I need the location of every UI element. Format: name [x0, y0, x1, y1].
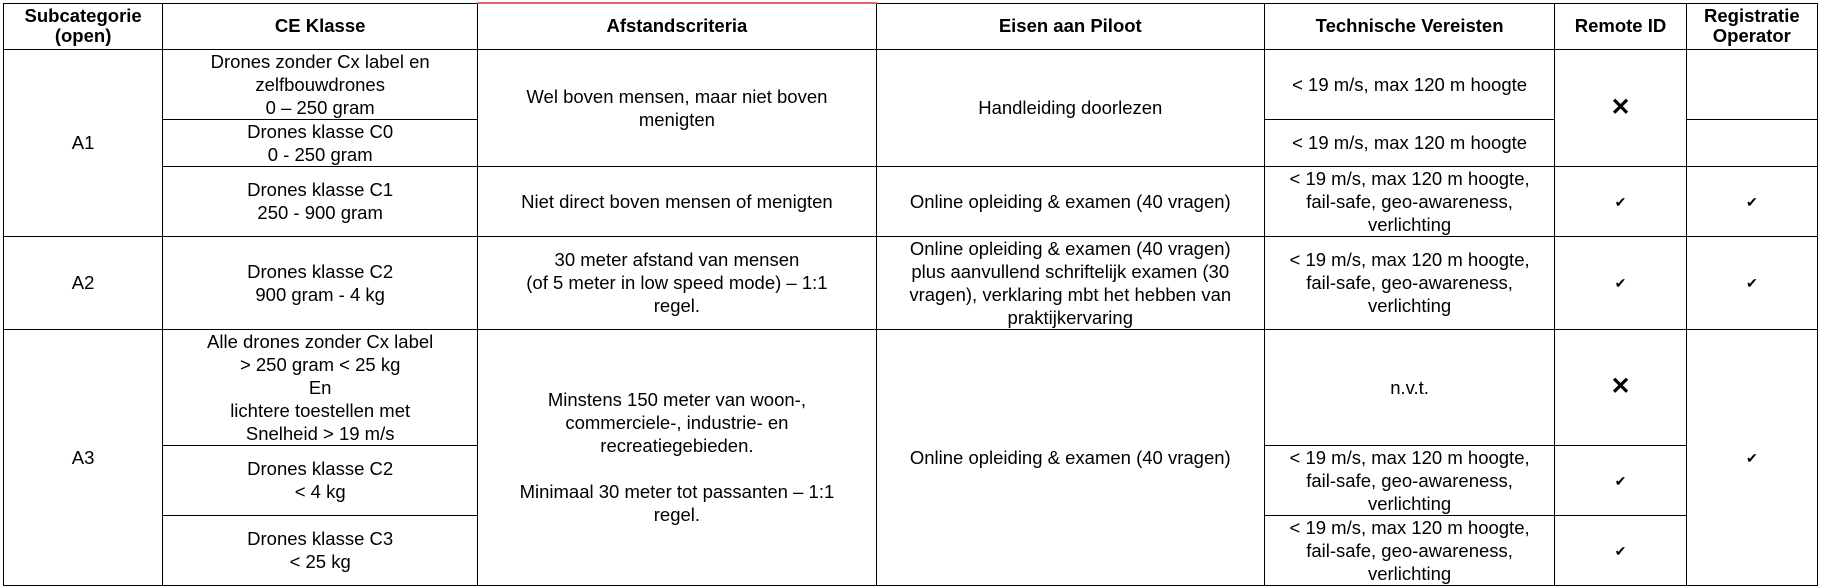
ce-class-line: Drones klasse C2: [247, 260, 394, 282]
ce-class-line: 0 - 250 gram: [267, 143, 373, 165]
technical-cell: [1264, 236, 1555, 329]
remote-id-cell: [1555, 236, 1686, 329]
distance-line: Minstens 150 meter van woon-,: [547, 389, 806, 410]
check-icon: ✔: [1745, 193, 1758, 210]
ce-class-cell: [163, 119, 478, 166]
ce-class-line: Drones klasse C0: [247, 120, 394, 142]
ce-class-line: Drones klasse C1: [247, 179, 394, 200]
cross-icon: ✕: [1610, 93, 1631, 121]
registration-cell: [1686, 236, 1817, 329]
distance-line: menigten: [638, 108, 715, 130]
distance-cell: [478, 329, 877, 585]
header-operator-registration: Registratie Operator: [1686, 3, 1817, 49]
pilot-cell: [876, 236, 1264, 329]
remote-id-cell: [1555, 445, 1686, 515]
header-subcategory: Subcategorie (open): [4, 3, 163, 49]
ce-class-line: 0 – 250 gram: [265, 96, 375, 118]
ce-class-cell: [163, 166, 478, 236]
remote-id-cell: [1555, 329, 1686, 445]
ce-class-line: Snelheid > 19 m/s: [245, 422, 395, 444]
distance-line: commerciele-, industrie- en: [565, 412, 789, 433]
technical-line: fail-safe, geo-awareness,: [1306, 469, 1513, 491]
technical-line: < 19 m/s, max 120 m hoogte,: [1289, 249, 1530, 270]
header-pilot-requirements: Eisen aan Piloot: [876, 3, 1264, 49]
registration-cell: [1686, 329, 1817, 585]
ce-class-line: > 250 gram < 25 kg: [239, 353, 401, 375]
technical-line: < 19 m/s, max 120 m hoogte,: [1289, 167, 1530, 189]
technical-cell: [1264, 515, 1555, 585]
ce-class-line: < 4 kg: [294, 481, 346, 502]
ce-class-line: Drones klasse C3: [247, 528, 394, 549]
header-remote-id: Remote ID: [1555, 3, 1686, 49]
technical-cell: < 19 m/s, max 120 m hoogte: [1264, 49, 1555, 119]
subcategory-cell-a1: A1: [4, 49, 163, 236]
check-icon: ✔: [1614, 472, 1627, 489]
pilot-line: vragen), verklaring mbt het hebben van: [909, 283, 1232, 305]
distance-line: regel.: [653, 295, 701, 316]
distance-cell: [478, 49, 877, 166]
check-icon: ✔: [1614, 542, 1627, 559]
technical-cell: [1264, 166, 1555, 236]
distance-line: Minimaal 30 meter tot passanten – 1:1: [519, 481, 835, 502]
check-icon: ✔: [1614, 275, 1627, 291]
header-distance-criteria: Afstandscriteria: [478, 3, 877, 49]
technical-cell: [1264, 445, 1555, 515]
technical-line: fail-safe, geo-awareness,: [1306, 539, 1513, 561]
ce-class-cell: [163, 236, 478, 329]
remote-id-cell: [1555, 515, 1686, 585]
ce-class-line: 900 gram - 4 kg: [255, 283, 385, 305]
technical-cell: n.v.t.: [1264, 329, 1555, 445]
technical-line: verlichting: [1367, 562, 1452, 584]
remote-id-cell: [1555, 166, 1686, 236]
header-row: [4, 3, 1818, 49]
header-ce-class: CE Klasse: [163, 3, 478, 49]
ce-class-cell: [163, 329, 478, 445]
ce-class-line: lichtere toestellen met: [230, 399, 411, 421]
pilot-cell: Online opleiding & examen (40 vragen): [876, 329, 1264, 585]
technical-line: < 19 m/s, max 120 m hoogte,: [1289, 446, 1530, 468]
distance-line: 30 meter afstand van mensen: [554, 249, 800, 270]
remote-id-cell: [1555, 49, 1686, 166]
ce-class-line: Alle drones zonder Cx label: [207, 330, 434, 352]
distance-line: Wel boven mensen, maar niet boven: [526, 85, 828, 107]
technical-cell: < 19 m/s, max 120 m hoogte: [1264, 119, 1555, 166]
table-row: [4, 236, 1818, 329]
registration-cell: [1686, 119, 1817, 166]
drone-categories-table: [3, 2, 1818, 586]
technical-line: verlichting: [1367, 213, 1452, 235]
check-icon: ✔: [1745, 449, 1758, 466]
table-row: [4, 166, 1818, 236]
technical-line: fail-safe, geo-awareness,: [1306, 190, 1513, 212]
ce-class-line: < 25 kg: [289, 551, 351, 572]
paragraph-gap: [482, 457, 872, 480]
registration-cell: [1686, 166, 1817, 236]
ce-class-line: En: [308, 376, 332, 398]
table-row: [4, 329, 1818, 445]
distance-line: regel.: [653, 504, 701, 525]
pilot-line: praktijkervaring: [1007, 306, 1133, 328]
technical-line: fail-safe, geo-awareness,: [1306, 272, 1513, 293]
technical-line: verlichting: [1367, 492, 1452, 514]
pilot-cell: Online opleiding & examen (40 vragen): [876, 166, 1264, 236]
cross-icon: ✕: [1610, 373, 1631, 400]
ce-class-line: zelfbouwdrones: [255, 73, 385, 95]
subcategory-cell-a2: A2: [4, 236, 163, 329]
ce-class-cell: [163, 49, 478, 119]
check-icon: ✔: [1745, 275, 1758, 291]
header-technical-requirements: Technische Vereisten: [1264, 3, 1555, 49]
ce-class-line: Drones klasse C2: [247, 458, 394, 479]
table-row: [4, 49, 1818, 119]
ce-class-line: 250 - 900 gram: [257, 202, 383, 223]
distance-cell: Niet direct boven mensen of menigten: [478, 166, 877, 236]
pilot-line: Online opleiding & examen (40 vragen): [909, 237, 1231, 259]
pilot-cell: Handleiding doorlezen: [876, 49, 1264, 166]
distance-line: (of 5 meter in low speed mode) – 1:1: [526, 272, 828, 293]
technical-line: < 19 m/s, max 120 m hoogte,: [1289, 516, 1530, 538]
pilot-line: plus aanvullend schriftelijk examen (30: [911, 260, 1230, 282]
distance-line: recreatiegebieden.: [600, 435, 754, 456]
registration-cell: [1686, 49, 1817, 119]
distance-cell: [478, 236, 877, 329]
ce-class-line: Drones zonder Cx label en: [210, 50, 430, 72]
technical-line: verlichting: [1367, 295, 1452, 316]
check-icon: ✔: [1614, 193, 1627, 210]
ce-class-cell: [163, 515, 478, 585]
subcategory-cell-a3: A3: [4, 329, 163, 585]
ce-class-cell: [163, 445, 478, 515]
